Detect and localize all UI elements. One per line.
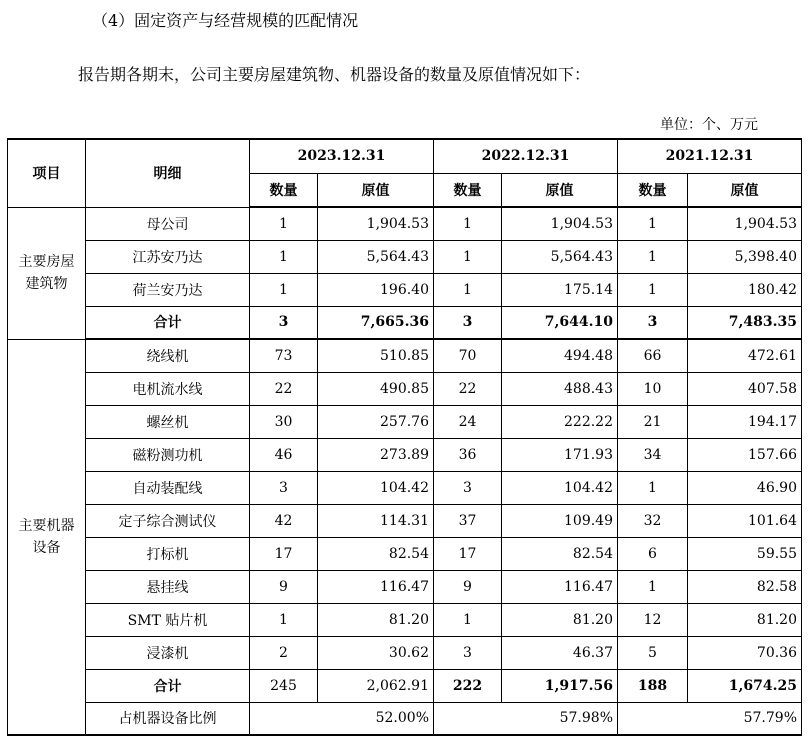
table-row (8, 438, 802, 471)
cell-value: 472.61 (688, 339, 802, 372)
header-period-2023: 2023.12.31 (250, 139, 434, 173)
table-row (8, 504, 802, 537)
cell-qty: 73 (250, 339, 318, 372)
cell-value: 114.31 (318, 504, 434, 537)
row-name: 江苏安乃达 (86, 240, 250, 273)
cell-value: 5,564.43 (318, 240, 434, 273)
group-label-text: 主要机器设备 (18, 517, 75, 556)
cell-qty: 1 (250, 603, 318, 636)
table-row (8, 636, 802, 669)
cell-value: 81.20 (502, 603, 618, 636)
cell-value: 222.22 (502, 405, 618, 438)
cell-qty: 1 (618, 570, 688, 603)
cell-value: 101.64 (688, 504, 802, 537)
cell-qty: 21 (618, 405, 688, 438)
cell-qty: 1 (434, 603, 502, 636)
cell-value: 180.42 (688, 273, 802, 306)
group-label-text: 主要房屋建筑物 (18, 254, 75, 292)
cell-qty: 46 (250, 438, 318, 471)
cell-value: 82.54 (502, 537, 618, 570)
cell-qty: 9 (250, 570, 318, 603)
cell-ratio: 52.00% (250, 702, 434, 735)
cell-qty: 1 (434, 240, 502, 273)
cell-qty: 3 (434, 306, 502, 339)
cell-ratio: 57.98% (434, 702, 618, 735)
table-row (8, 372, 802, 405)
cell-value: 488.43 (502, 372, 618, 405)
header-value: 原值 (688, 173, 802, 207)
total-row-buildings (8, 306, 802, 339)
table-row (8, 405, 802, 438)
table-row (8, 240, 802, 273)
cell-value: 82.54 (318, 537, 434, 570)
table-row (8, 603, 802, 636)
cell-qty: 1 (434, 207, 502, 240)
row-name: 自动装配线 (86, 471, 250, 504)
header-qty: 数量 (618, 173, 688, 207)
cell-value: 1,674.25 (688, 669, 802, 702)
cell-qty: 6 (618, 537, 688, 570)
cell-value: 1,917.56 (502, 669, 618, 702)
cell-value: 510.85 (318, 339, 434, 372)
header-item: 项目 (8, 139, 86, 207)
cell-ratio: 57.79% (618, 702, 802, 735)
cell-qty: 42 (250, 504, 318, 537)
cell-value: 5,398.40 (688, 240, 802, 273)
cell-qty: 9 (434, 570, 502, 603)
header-detail: 明细 (86, 139, 250, 207)
cell-qty: 245 (250, 669, 318, 702)
cell-value: 59.55 (688, 537, 802, 570)
table-row (8, 273, 802, 306)
cell-qty: 3 (434, 471, 502, 504)
header-period-2021: 2021.12.31 (618, 139, 802, 173)
cell-qty: 22 (250, 372, 318, 405)
row-name: 浸漆机 (86, 636, 250, 669)
cell-qty: 22 (434, 372, 502, 405)
cell-qty: 70 (434, 339, 502, 372)
cell-qty: 3 (250, 306, 318, 339)
cell-qty: 1 (250, 273, 318, 306)
ratio-row (8, 702, 802, 735)
cell-value: 7,483.35 (688, 306, 802, 339)
cell-qty: 3 (250, 471, 318, 504)
header-value: 原值 (502, 173, 618, 207)
cell-value: 109.49 (502, 504, 618, 537)
cell-value: 157.66 (688, 438, 802, 471)
cell-value: 46.90 (688, 471, 802, 504)
cell-qty: 32 (618, 504, 688, 537)
cell-value: 81.20 (318, 603, 434, 636)
table-row (8, 570, 802, 603)
cell-value: 70.36 (688, 636, 802, 669)
cell-qty: 36 (434, 438, 502, 471)
row-name: 磁粉测功机 (86, 438, 250, 471)
row-name: 合计 (86, 669, 250, 702)
cell-value: 490.85 (318, 372, 434, 405)
section-heading: （4）固定资产与经营规模的匹配情况 (92, 11, 359, 30)
row-name: 打标机 (86, 537, 250, 570)
cell-qty: 12 (618, 603, 688, 636)
table-row (8, 471, 802, 504)
cell-value: 116.47 (318, 570, 434, 603)
cell-qty: 1 (434, 273, 502, 306)
cell-value: 257.76 (318, 405, 434, 438)
cell-qty: 17 (434, 537, 502, 570)
cell-value: 7,665.36 (318, 306, 434, 339)
cell-qty: 1 (618, 207, 688, 240)
cell-qty: 34 (618, 438, 688, 471)
cell-value: 5,564.43 (502, 240, 618, 273)
group-label-machines (8, 339, 86, 735)
table-row (8, 537, 802, 570)
row-name: 绕线机 (86, 339, 250, 372)
cell-qty: 222 (434, 669, 502, 702)
cell-value: 175.14 (502, 273, 618, 306)
cell-value: 7,644.10 (502, 306, 618, 339)
cell-value: 196.40 (318, 273, 434, 306)
unit-label: 单位：个、万元 (660, 117, 758, 133)
header-qty: 数量 (250, 173, 318, 207)
cell-value: 104.42 (318, 471, 434, 504)
cell-qty: 66 (618, 339, 688, 372)
cell-value: 116.47 (502, 570, 618, 603)
row-name: 定子综合测试仪 (86, 504, 250, 537)
cell-qty: 3 (434, 636, 502, 669)
cell-qty: 2 (250, 636, 318, 669)
cell-value: 1,904.53 (502, 207, 618, 240)
cell-value: 194.17 (688, 405, 802, 438)
cell-qty: 5 (618, 636, 688, 669)
cell-value: 46.37 (502, 636, 618, 669)
cell-qty: 30 (250, 405, 318, 438)
row-name: 母公司 (86, 207, 250, 240)
cell-qty: 188 (618, 669, 688, 702)
row-name: 悬挂线 (86, 570, 250, 603)
row-name: 电机流水线 (86, 372, 250, 405)
table-row (8, 207, 802, 240)
fixed-asset-table (7, 138, 802, 736)
cell-value: 407.58 (688, 372, 802, 405)
cell-qty: 37 (434, 504, 502, 537)
cell-value: 273.89 (318, 438, 434, 471)
cell-qty: 24 (434, 405, 502, 438)
cell-qty: 1 (618, 471, 688, 504)
cell-qty: 1 (250, 207, 318, 240)
cell-value: 104.42 (502, 471, 618, 504)
cell-value: 2,062.91 (318, 669, 434, 702)
cell-qty: 1 (618, 273, 688, 306)
cell-value: 494.48 (502, 339, 618, 372)
cell-value: 81.20 (688, 603, 802, 636)
header-period-2022: 2022.12.31 (434, 139, 618, 173)
cell-value: 82.58 (688, 570, 802, 603)
intro-paragraph: 报告期各期末，公司主要房屋建筑物、机器设备的数量及原值情况如下： (78, 65, 591, 84)
row-name: SMT 贴片机 (86, 603, 250, 636)
header-qty: 数量 (434, 173, 502, 207)
row-name: 荷兰安乃达 (86, 273, 250, 306)
cell-qty: 1 (618, 240, 688, 273)
cell-value: 30.62 (318, 636, 434, 669)
cell-qty: 3 (618, 306, 688, 339)
row-name: 占机器设备比例 (86, 702, 250, 735)
cell-qty: 10 (618, 372, 688, 405)
header-value: 原值 (318, 173, 434, 207)
cell-value: 1,904.53 (318, 207, 434, 240)
cell-qty: 17 (250, 537, 318, 570)
row-name: 螺丝机 (86, 405, 250, 438)
total-row-machines (8, 669, 802, 702)
cell-value: 171.93 (502, 438, 618, 471)
cell-value: 1,904.53 (688, 207, 802, 240)
cell-qty: 1 (250, 240, 318, 273)
table-row (8, 339, 802, 372)
group-label-buildings (8, 207, 86, 339)
row-name: 合计 (86, 306, 250, 339)
